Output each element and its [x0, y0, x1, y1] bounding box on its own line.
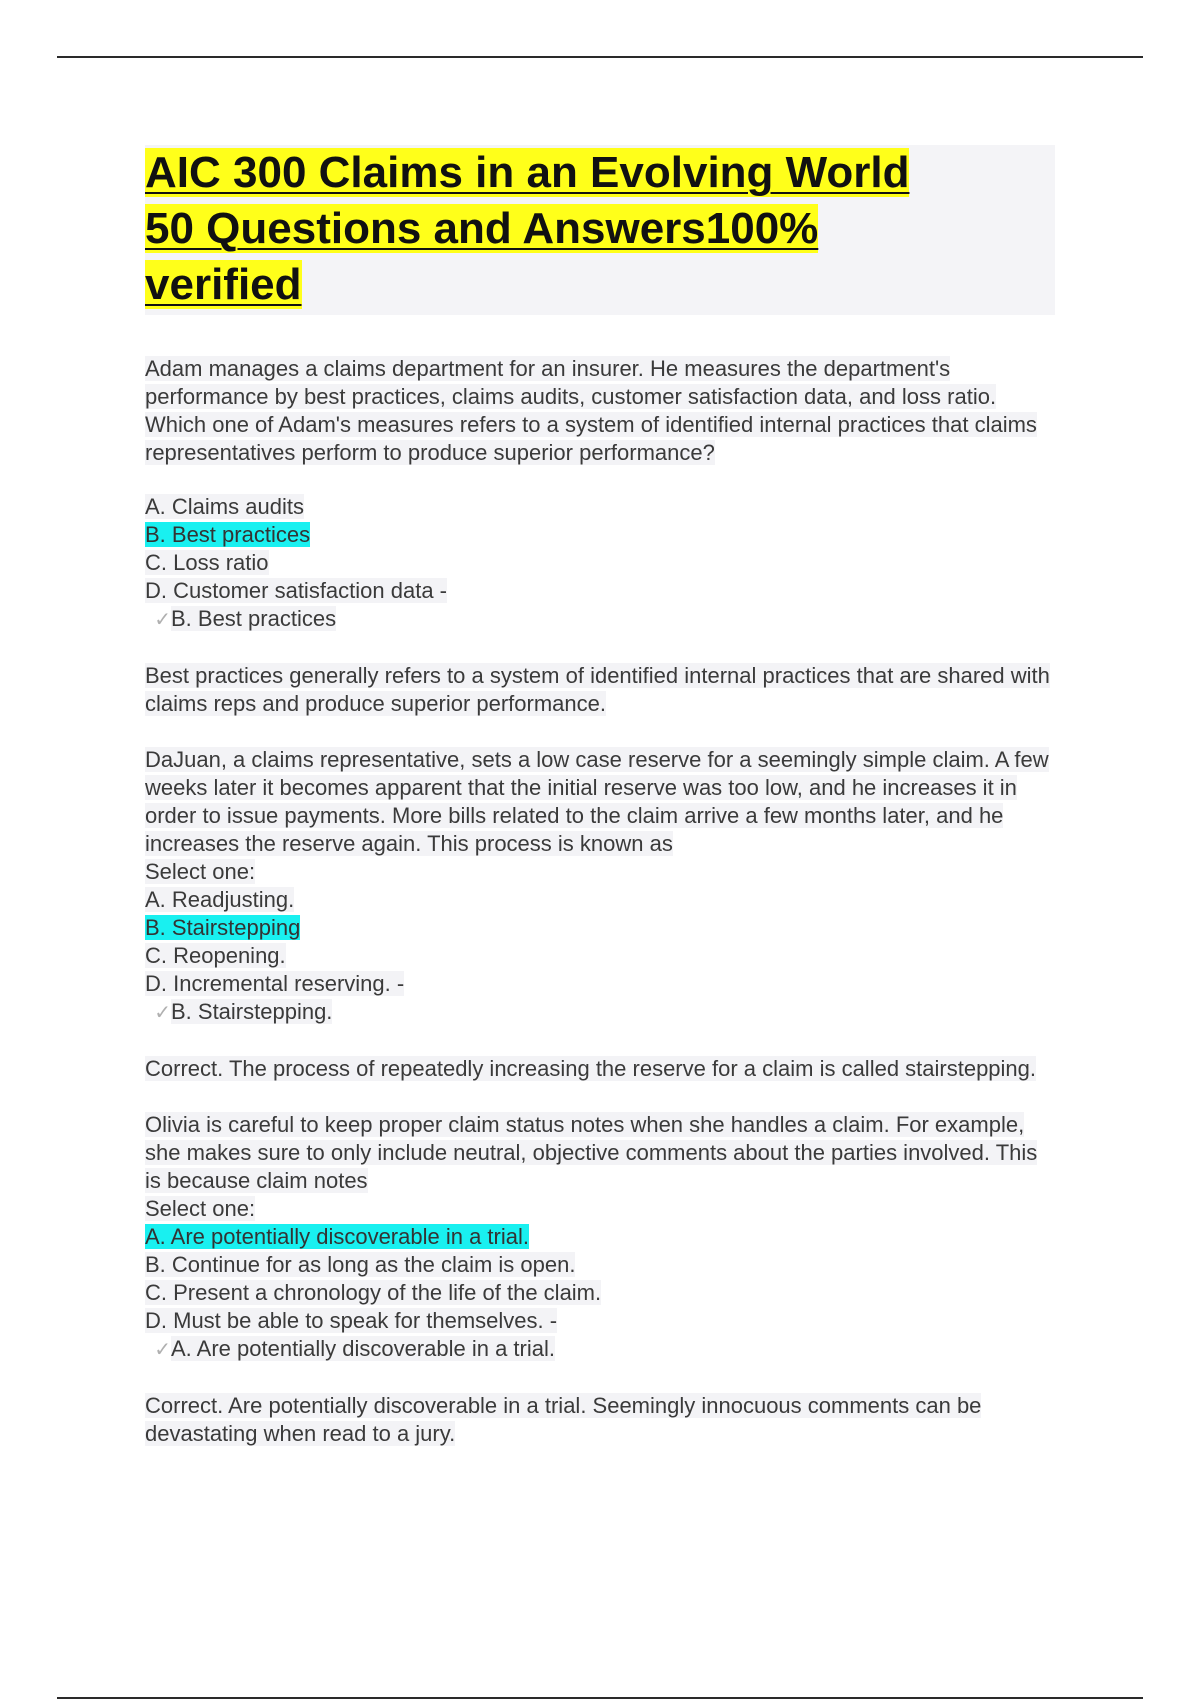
answer-line: ✓B. Stairstepping. [145, 998, 1055, 1027]
answer-line: ✓A. Are potentially discoverable in a trial. [145, 1335, 1055, 1364]
option: D. Customer satisfaction data - [145, 578, 448, 603]
explanation-text: Correct. The process of repeatedly increasing the reserve for a claim is called stairstepping. [145, 1056, 1037, 1081]
question-text: DaJuan, a claims representative, sets a low case reserve for a seemingly simple claim. A few weeks later it becomes apparent that the initial reserve was too low, and he increases it in order to issue payments. More bills related to the claim arrive a few months later, and he increases the reserve again. This process is known as [145, 747, 1049, 856]
explanation-text: Best practices generally refers to a system of identified internal practices that are shared with claims reps and produce superior performance. [145, 663, 1050, 716]
title-line: verified [145, 260, 302, 309]
option: A. Claims audits [145, 494, 304, 519]
title-block [145, 145, 1055, 315]
document-body [145, 145, 1055, 1448]
question-block [145, 355, 1055, 718]
title-line: 50 Questions and Answers100% [145, 204, 819, 253]
option: D. Incremental reserving. - [145, 971, 405, 996]
option: C. Reopening. [145, 943, 286, 968]
select-one-label: Select one: [145, 1196, 256, 1221]
option: B. Continue for as long as the claim is open. [145, 1252, 576, 1277]
check-icon: ✓ [154, 1339, 171, 1361]
option: C. Loss ratio [145, 550, 269, 575]
answer-line: ✓B. Best practices [145, 605, 1055, 634]
question-text: Adam manages a claims department for an insurer. He measures the department's performance by best practices, claims audits, customer satisfaction data, and loss ratio. Which one of Adam's measures refers to a system of identified internal practices that claims representatives perform to produce superior performance? [145, 356, 1037, 465]
option: C. Present a chronology of the life of the claim. [145, 1280, 602, 1305]
option-correct: B. Stairstepping [145, 915, 301, 940]
top-rule [57, 56, 1143, 58]
bottom-rule [57, 1697, 1143, 1699]
check-icon: ✓ [154, 1002, 171, 1024]
explanation-text: Correct. Are potentially discoverable in a trial. Seemingly innocuous comments can be devastating when read to a jury. [145, 1393, 982, 1446]
select-one-label: Select one: [145, 859, 256, 884]
question-text: Olivia is careful to keep proper claim status notes when she handles a claim. For example, she makes sure to only include neutral, objective comments about the parties involved. This is because claim notes [145, 1112, 1038, 1193]
option-list [145, 493, 1055, 634]
check-icon: ✓ [154, 609, 171, 631]
option-correct: B. Best practices [145, 522, 311, 547]
option: D. Must be able to speak for themselves. - [145, 1308, 558, 1333]
option-correct: A. Are potentially discoverable in a trial. [145, 1224, 529, 1249]
option: A. Readjusting. [145, 887, 295, 912]
title-line: AIC 300 Claims in an Evolving World [145, 148, 910, 197]
page-title [145, 145, 1055, 313]
question-block [145, 746, 1055, 1083]
question-block [145, 1111, 1055, 1448]
